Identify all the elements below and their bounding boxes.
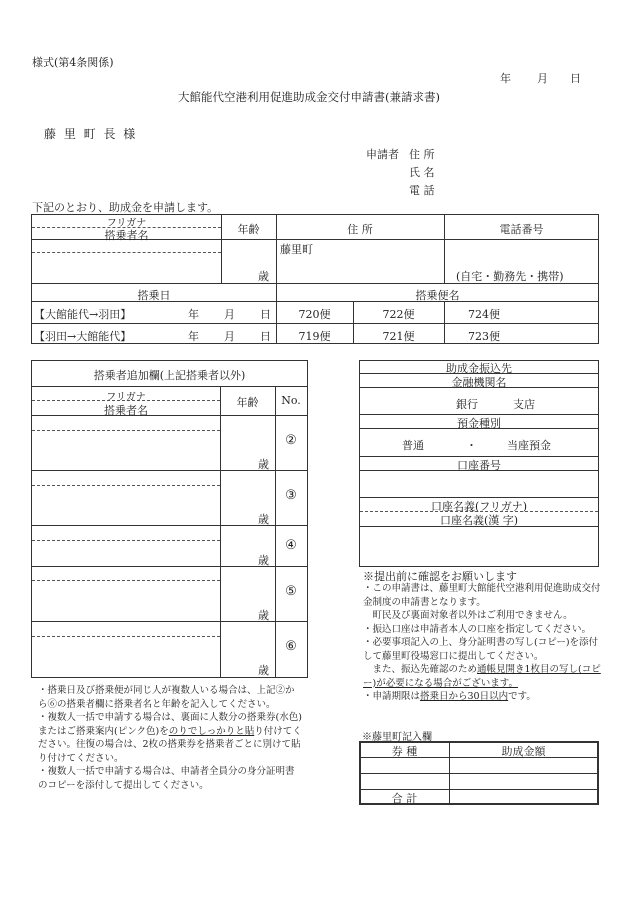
addressee: 藤 里 町 長 様 (44, 127, 138, 141)
ordinary-option: 普通 (402, 439, 424, 452)
age-unit: 歳 (258, 270, 269, 283)
extra-no-label: No. (281, 394, 301, 407)
note-item: ・搭乗日及び搭乗便が同じ人が複数人いる場合は、上記②から⑥の搭乗者欄に搭乗者名と年齢を記入してください。 (38, 685, 295, 710)
extra-age-label: 年齢 (236, 396, 259, 409)
bank-title: 助成金振込先 (446, 362, 512, 375)
extra-furigana-label: フリガナ (106, 392, 146, 403)
phone-type-note: (自宅・勤務先・携帯) (456, 270, 564, 283)
current-option: 当座預金 (507, 439, 551, 452)
route-label: 【羽田→大館能代】 (34, 330, 132, 343)
date-month: 月 (537, 72, 548, 85)
holder-kana-label: 口座名義(フリガナ) (430, 500, 528, 513)
route-label: 【大館能代→羽田】 (34, 308, 132, 321)
route-year: 年 (188, 330, 199, 343)
confirm-text: です。 (508, 691, 536, 702)
age-unit: 歳 (258, 513, 269, 526)
flight-option: 720便 (298, 308, 331, 321)
route-day: 日 (260, 308, 271, 321)
applicant-phone: 電 話 (409, 184, 435, 197)
option-separator: ・ (466, 439, 477, 452)
office-use-label: ※藤里町記入欄 (362, 732, 432, 743)
flight-option: 719便 (298, 330, 331, 343)
age-unit: 歳 (258, 609, 269, 622)
confirm-notes (363, 582, 603, 704)
age-unit: 歳 (258, 458, 269, 471)
confirm-item: ・必要事項記入の上、身分証明書の写し(コピー)を添付して藤里町役場窓口に提出してください。 (363, 637, 599, 662)
confirm-item (363, 690, 603, 704)
applicant-address: 住 所 (409, 148, 435, 161)
confirm-text: また、振込先確認のため (363, 664, 478, 675)
applicant-label: 申請者 (366, 148, 399, 161)
account-number-label: 口座番号 (457, 459, 501, 472)
note-item (38, 711, 303, 765)
confirm-item (363, 663, 603, 690)
bank-suffix: 銀行 (456, 398, 478, 411)
note-underlined: のりでしっかりと貼 (168, 725, 255, 737)
phone-label: 電話番号 (499, 223, 544, 236)
address-label: 住 所 (347, 223, 373, 236)
route-month: 月 (224, 308, 235, 321)
flight-date-label: 搭乗日 (137, 289, 171, 302)
age-unit: 歳 (258, 554, 269, 567)
holder-kanji-label: 口座名義(漢 字) (439, 514, 519, 527)
row-number: ④ (285, 538, 297, 553)
intro-text: 下記のとおり、助成金を申請します。 (32, 201, 219, 214)
row-number: ③ (285, 488, 297, 503)
date-day: 日 (570, 72, 581, 85)
confirm-heading: ※提出前に確認をお願いします (363, 570, 517, 583)
confirm-underlined: 通帳見開き1枚目の写し(コピー)が必要になる場合がございます。 (363, 664, 601, 689)
note-text: り付けてください。往復の場合は、2枚の搭乗券を搭乗者ごとに別けて貼り付けてください。 (38, 725, 302, 764)
row-number: ⑤ (285, 584, 297, 599)
extra-passenger-label: 搭乗者名 (104, 404, 148, 417)
branch-suffix: 支店 (513, 398, 535, 411)
route-day: 日 (260, 330, 271, 343)
confirm-item: ・振込口座は申請者本人の口座を指定してください。 (363, 623, 592, 635)
row-number: ② (285, 433, 297, 448)
confirm-underlined: 搭乗日から30日以内 (420, 691, 509, 702)
amount-label: 助成金額 (501, 745, 546, 758)
age-unit: 歳 (258, 664, 269, 677)
institution-label: 金融機関名 (451, 376, 507, 389)
age-label: 年齢 (237, 223, 260, 236)
deposit-type-label: 預金種別 (457, 417, 501, 430)
note-item: ・複数人一括で申請する場合は、申請者全員分の身分証明書のコピーを添付して提出してください。 (38, 766, 295, 791)
confirm-item: 町民及び裏面対象者以外はご利用できません。 (363, 610, 573, 621)
flight-option: 722便 (382, 308, 415, 321)
ticket-type-label: 券 種 (391, 745, 418, 758)
form-title: 大館能代空港利用促進助成金交付申請書(兼請求書) (178, 90, 440, 104)
flight-option: 724便 (468, 308, 500, 321)
date-year: 年 (500, 72, 511, 85)
flight-number-label: 搭乗便名 (415, 289, 460, 302)
left-notes (38, 684, 303, 792)
extra-table-title: 搭乗者追加欄(上記搭乗者以外) (93, 369, 246, 382)
applicant-name: 氏 名 (409, 166, 435, 179)
flight-option: 721便 (382, 330, 415, 343)
form-label: 様式(第4条関係) (32, 56, 114, 69)
route-month: 月 (224, 330, 235, 343)
passenger-name-label: 搭乗者名 (104, 229, 149, 242)
note-text: ・複数人一括で申請する場合は、裏面に人数分の搭乗券(水色)またはご搭乗案内(ピンク色)を (38, 712, 302, 737)
row-number: ⑥ (285, 639, 297, 654)
total-label: 合 計 (391, 792, 418, 805)
confirm-item: ・この申請書は、藤里町大館能代空港利用促進助成交付金制度の申請書となります。 (363, 583, 601, 608)
furigana-label: フリガナ (106, 218, 147, 229)
route-year: 年 (188, 308, 199, 321)
confirm-text: ・申請期限は (363, 691, 421, 702)
town-name: 藤里町 (280, 243, 313, 256)
flight-option: 723便 (468, 330, 500, 343)
